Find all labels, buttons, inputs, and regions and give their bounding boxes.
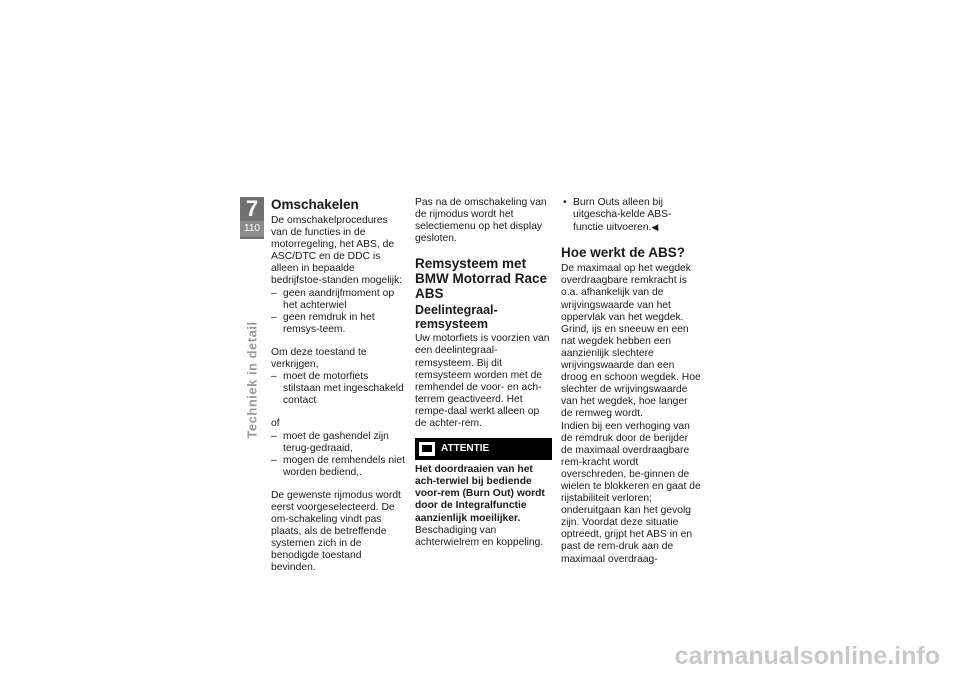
heading-remsysteem: Remsysteem met BMW Motorrad Race ABS [415,256,548,302]
paragraph: Pas na de omschakeling van de rijmodus wordt het selectiemenu op het display gesloten. [415,197,547,245]
watermark: carmanualsonline.info [674,642,940,670]
paragraph-of: of [271,418,280,430]
warning-text: Beschadiging van achterwielrem en koppeling. [415,524,544,548]
list-item: – moet de motorfiets stilstaan met ingeschakeld contact [271,371,407,407]
list [271,371,407,407]
warning-icon [419,442,435,456]
heading-abs: Hoe werkt de ABS? [561,245,686,261]
end-mark-icon: ◀ [651,222,659,233]
paragraph: Uw motorfiets is voorzien van een deelintegraal-remsysteem. Bij dit remsysteem worden met de remhendel de voor- en ach-terrem geactiveerd. Het rempe-daal werkt alleen op de achter-rem. [415,333,550,430]
paragraph: Indien bij een verhoging van de remdruk door de berijder de maximaal overdraagbare rem-kracht wordt overschreden, be-ginnen de wielen te blokkeren en gaat de rijstabiliteit verloren; onderuitgaan kan het gevolg zijn. Voordat deze situatie optreedt, grijpt het ABS in en past de rem-druk aan de maximaal overdraag- [561,420,701,565]
attention-label: ATTENTIE [441,443,490,455]
paragraph: De maximaal op het wegdek overdraagbare remkracht is o.a. afhankelijk van de wrijvingswaarde van het oppervlak van het wegdek. Grind, ijs en sneeuw en een nat wegdek hebben een aanzienlijk slechtere wrijvingswaarde dan een droog en schoon wegdek. Hoe slechter de wrijvingswaarde van het wegdek, hoe langer de remweg wordt. [561,263,701,420]
list-item: – moet de gashendel zijn terug-gedraaid, [271,431,407,455]
chapter-badge [240,197,264,239]
bullet-text: Burn Outs alleen bij uitgescha-kelde ABS-functie uitvoeren. [573,197,672,234]
column-1 [271,197,407,575]
column-2 [415,197,552,549]
attention-banner [415,438,552,460]
paragraph: Om deze toestand te verkrijgen, [271,346,367,371]
list [561,197,701,234]
heading-omschakelen: Omschakelen [271,197,359,212]
column-3 [561,197,701,566]
list-item [561,197,701,234]
list-item: – mogen de remhendels niet worden bediend,. [271,455,407,479]
side-title: Techniek in detail [244,321,260,439]
page-number: 110 [240,221,264,237]
list-item: – geen aandrijfmoment op het achterwiel [271,288,407,312]
paragraph: De omschakelprocedures van de functies in de motorregeling, het ABS, de ASC/DTC en de DDC is alleen in bepaalde bedrijfstoe-standen mogelijk: [271,215,403,287]
list [271,288,407,336]
chapter-number: 7 [245,196,259,221]
list [271,431,407,479]
paragraph: De gewenste rijmodus wordt eerst voorgeselecteerd. De om-schakeling vindt pas plaats, als de betreffende systemen zich in de benodigde toestand bevinden. [271,489,401,574]
warning-bold-text: Het doordraaien van het ach-terwiel bij bediende voor-rem (Burn Out) wordt door de Integralfunctie aanzienlijk moeilijker. [415,464,545,524]
subheading-deelintegraal: Deelintegraal-remsysteem [415,303,498,331]
list-item: – geen remdruk in het remsys-teem. [271,312,407,336]
